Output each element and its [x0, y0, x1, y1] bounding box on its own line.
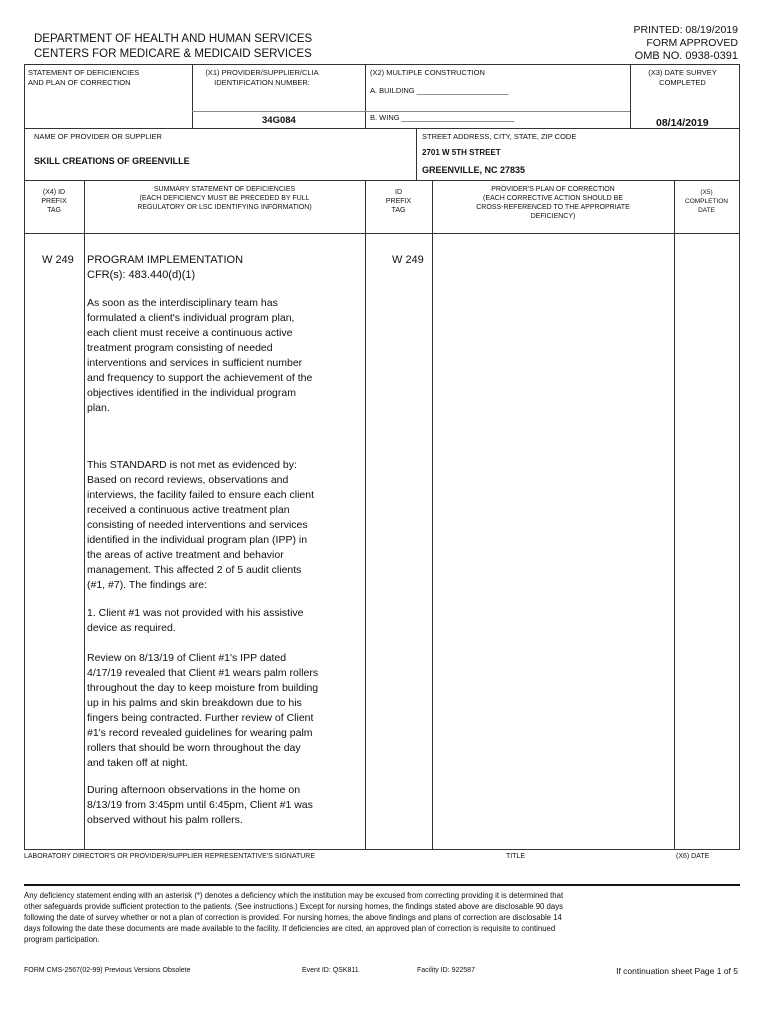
statement-label: STATEMENT OF DEFICIENCIES AND PLAN OF CORRECTION [28, 68, 140, 87]
address-line-1: 2701 W 5TH STREET [422, 148, 501, 157]
x2-label: (X2) MULTIPLE CONSTRUCTION [370, 68, 485, 77]
plan-column-header: PROVIDER'S PLAN OF CORRECTION (EACH CORRECTIVE ACTION SHOULD BE CROSS-REFERENCED TO THE APPROPRIATE DEFICIENCY) [476, 186, 630, 220]
form-number: FORM CMS-2567(02-99) Previous Versions Obsolete [24, 967, 191, 974]
paragraph-findings-summary: This STANDARD is not met as evidenced by: Based on record reviews, observations and interviews, the facility failed to ensure each client received a continuous active treatment plan consisting of needed interventions and services identified in the individual program plan (IPP) in the areas of active treatment and behavior management. This affected 2 of 5 audit clients (#1, #7). The findings are: [87, 459, 315, 591]
deficiency-tag-left: W 249 [42, 254, 74, 266]
building-field: A. BUILDING ______________________ [370, 86, 509, 95]
deficiency-tag-right: W 249 [392, 254, 424, 266]
event-id: Event ID: QSK811 [302, 967, 359, 974]
date-label: (X6) DATE [676, 853, 710, 860]
form-approved: FORM APPROVED [646, 37, 738, 49]
department-header [34, 32, 312, 62]
x3-label: (X3) DATE SURVEY COMPLETED [648, 68, 717, 87]
dept-line-1: DEPARTMENT OF HEALTH AND HUMAN SERVICES [34, 33, 313, 45]
paragraph-ipp-review: Review on 8/13/19 of Client #1's IPP dated 4/17/19 revealed that Client #1 wears palm rollers throughout the day to keep moisture from building up in his palms and skin breakdown due to his fingers being contracted. Further review of Client #1's record revealed guidelines for wearing palm rollers that should be worn throughout the day and taken off at night. [87, 652, 319, 769]
x5-column-header: (X5) COMPLETION DATE [685, 189, 728, 214]
dept-line-2: CENTERS FOR MEDICARE & MEDICAID SERVICES [34, 48, 312, 60]
deficiency-title: PROGRAM IMPLEMENTATION [87, 254, 244, 266]
x4-column-header: (X4) ID PREFIX TAG [41, 189, 67, 214]
x1-label: (X1) PROVIDER/SUPPLIER/CLIA IDENTIFICATION NUMBER: [205, 68, 319, 87]
form-status-block [634, 24, 738, 63]
signature-label: LABORATORY DIRECTOR'S OR PROVIDER/SUPPLIER REPRESENTATIVE'S SIGNATURE [24, 853, 316, 860]
provider-id-number: 34G084 [262, 115, 296, 126]
provider-name: SKILL CREATIONS OF GREENVILLE [34, 156, 190, 166]
address-label: STREET ADDRESS, CITY, STATE, ZIP CODE [422, 132, 577, 141]
cfr-reference: CFR(s): 483.440(d)(1) [87, 269, 196, 281]
id-column-header: ID PREFIX TAG [385, 189, 412, 214]
title-label: TITLE [506, 853, 526, 860]
disclaimer-text: Any deficiency statement ending with an asterisk (*) denotes a deficiency which the institution may be excused from correcting providing it is determined that other safeguards provide sufficient protection to the patients. (See instructions.) Except for nursing homes, the findings stated above are disclosable 90 days following the date of survey whether or not a plan of correction is provided. For nursing homes, the above findings and plans of correction are disclosable 14 days following the date these documents are made available to the facility. If deficiencies are cited, an approved plan of correction is requisite to continued program participation. [24, 891, 564, 944]
page-continuation: If continuation sheet Page 1 of 5 [616, 966, 738, 976]
summary-column-header: SUMMARY STATEMENT OF DEFICIENCIES (EACH DEFICIENCY MUST BE PRECEDED BY FULL REGULATORY OR LSC IDENTIFYING INFORMATION) [137, 186, 312, 211]
paragraph-requirement: As soon as the interdisciplinary team has formulated a client's individual program plan, each client must receive a continuous active treatment program consisting of needed interventions and services in sufficient number and frequency to support the achievement of the objectives identified in the individual program plan. [87, 297, 313, 414]
printed-date: PRINTED: 08/19/2019 [633, 24, 738, 36]
facility-id: Facility ID: 922587 [417, 967, 475, 974]
provider-label: NAME OF PROVIDER OR SUPPLIER [34, 132, 162, 141]
paragraph-observations: During afternoon observations in the home on 8/13/19 from 3:45pm until 6:45pm, Client #1 was observed without his palm rollers. [87, 784, 313, 826]
omb-number: OMB NO. 0938-0391 [634, 50, 738, 62]
deficiency-title-block [87, 253, 243, 283]
wing-field: B. WING ___________________________ [370, 113, 515, 122]
address-line-2: GREENVILLE, NC 27835 [422, 165, 526, 175]
paragraph-client1: 1. Client #1 was not provided with his assistive device as required. [87, 607, 304, 634]
survey-completed-date: 08/14/2019 [656, 117, 709, 129]
